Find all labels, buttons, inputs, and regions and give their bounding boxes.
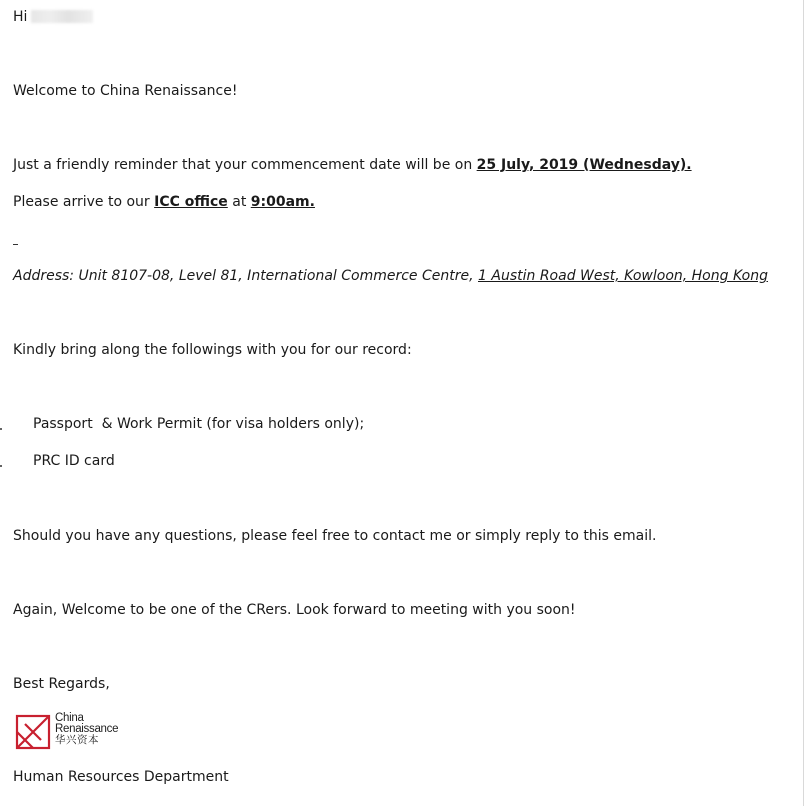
logo-wordmark: [55, 713, 118, 746]
greeting-text: Hi: [13, 9, 28, 25]
welcome-text: Welcome to China Renaissance!: [13, 83, 238, 99]
closing-text: Best Regards,: [13, 676, 110, 692]
arrival-prefix: Please arrive to our: [13, 194, 155, 210]
questions-text: Should you have any questions, please feel free to contact me or simply reply to this email.: [13, 528, 657, 544]
again-text: Again, Welcome to be one of the CRers. Look forward to meeting with you soon!: [13, 602, 576, 618]
office-name: ICC office: [154, 194, 228, 210]
list-item: Passport & Work Permit (for visa holders only);: [33, 416, 365, 432]
signature-text: Human Resources Department: [13, 769, 229, 785]
separator-dash: [13, 244, 18, 245]
list-bullet: [0, 428, 2, 430]
list-bullet: [0, 465, 2, 467]
list-item: PRC ID card: [33, 453, 115, 469]
logo-line-3: 华兴资本: [55, 734, 99, 746]
logo-line-1: China: [55, 712, 84, 724]
reminder-line: [13, 156, 692, 174]
reminder-prefix: Just a friendly reminder that your commencement date will be on: [13, 157, 477, 173]
logo-mark-icon: [15, 714, 51, 750]
bring-intro: Kindly bring along the followings with you for our record:: [13, 342, 412, 358]
arrival-time: 9:00am.: [250, 194, 315, 210]
address-line: [13, 267, 768, 285]
greeting-line: [13, 8, 93, 26]
arrival-line: [13, 193, 315, 211]
arrival-middle: at: [227, 194, 251, 210]
logo-line-2: Renaissance: [55, 723, 119, 735]
address-link[interactable]: 1 Austin Road West, Kowloon, Hong Kong: [478, 268, 768, 284]
china-renaissance-logo: [15, 713, 135, 751]
commencement-date: 25 July, 2019 (Wednesday).: [476, 157, 692, 173]
address-prefix: Address: Unit 8107-08, Level 81, International Commerce Centre,: [13, 268, 479, 284]
redacted-name: [31, 10, 93, 23]
